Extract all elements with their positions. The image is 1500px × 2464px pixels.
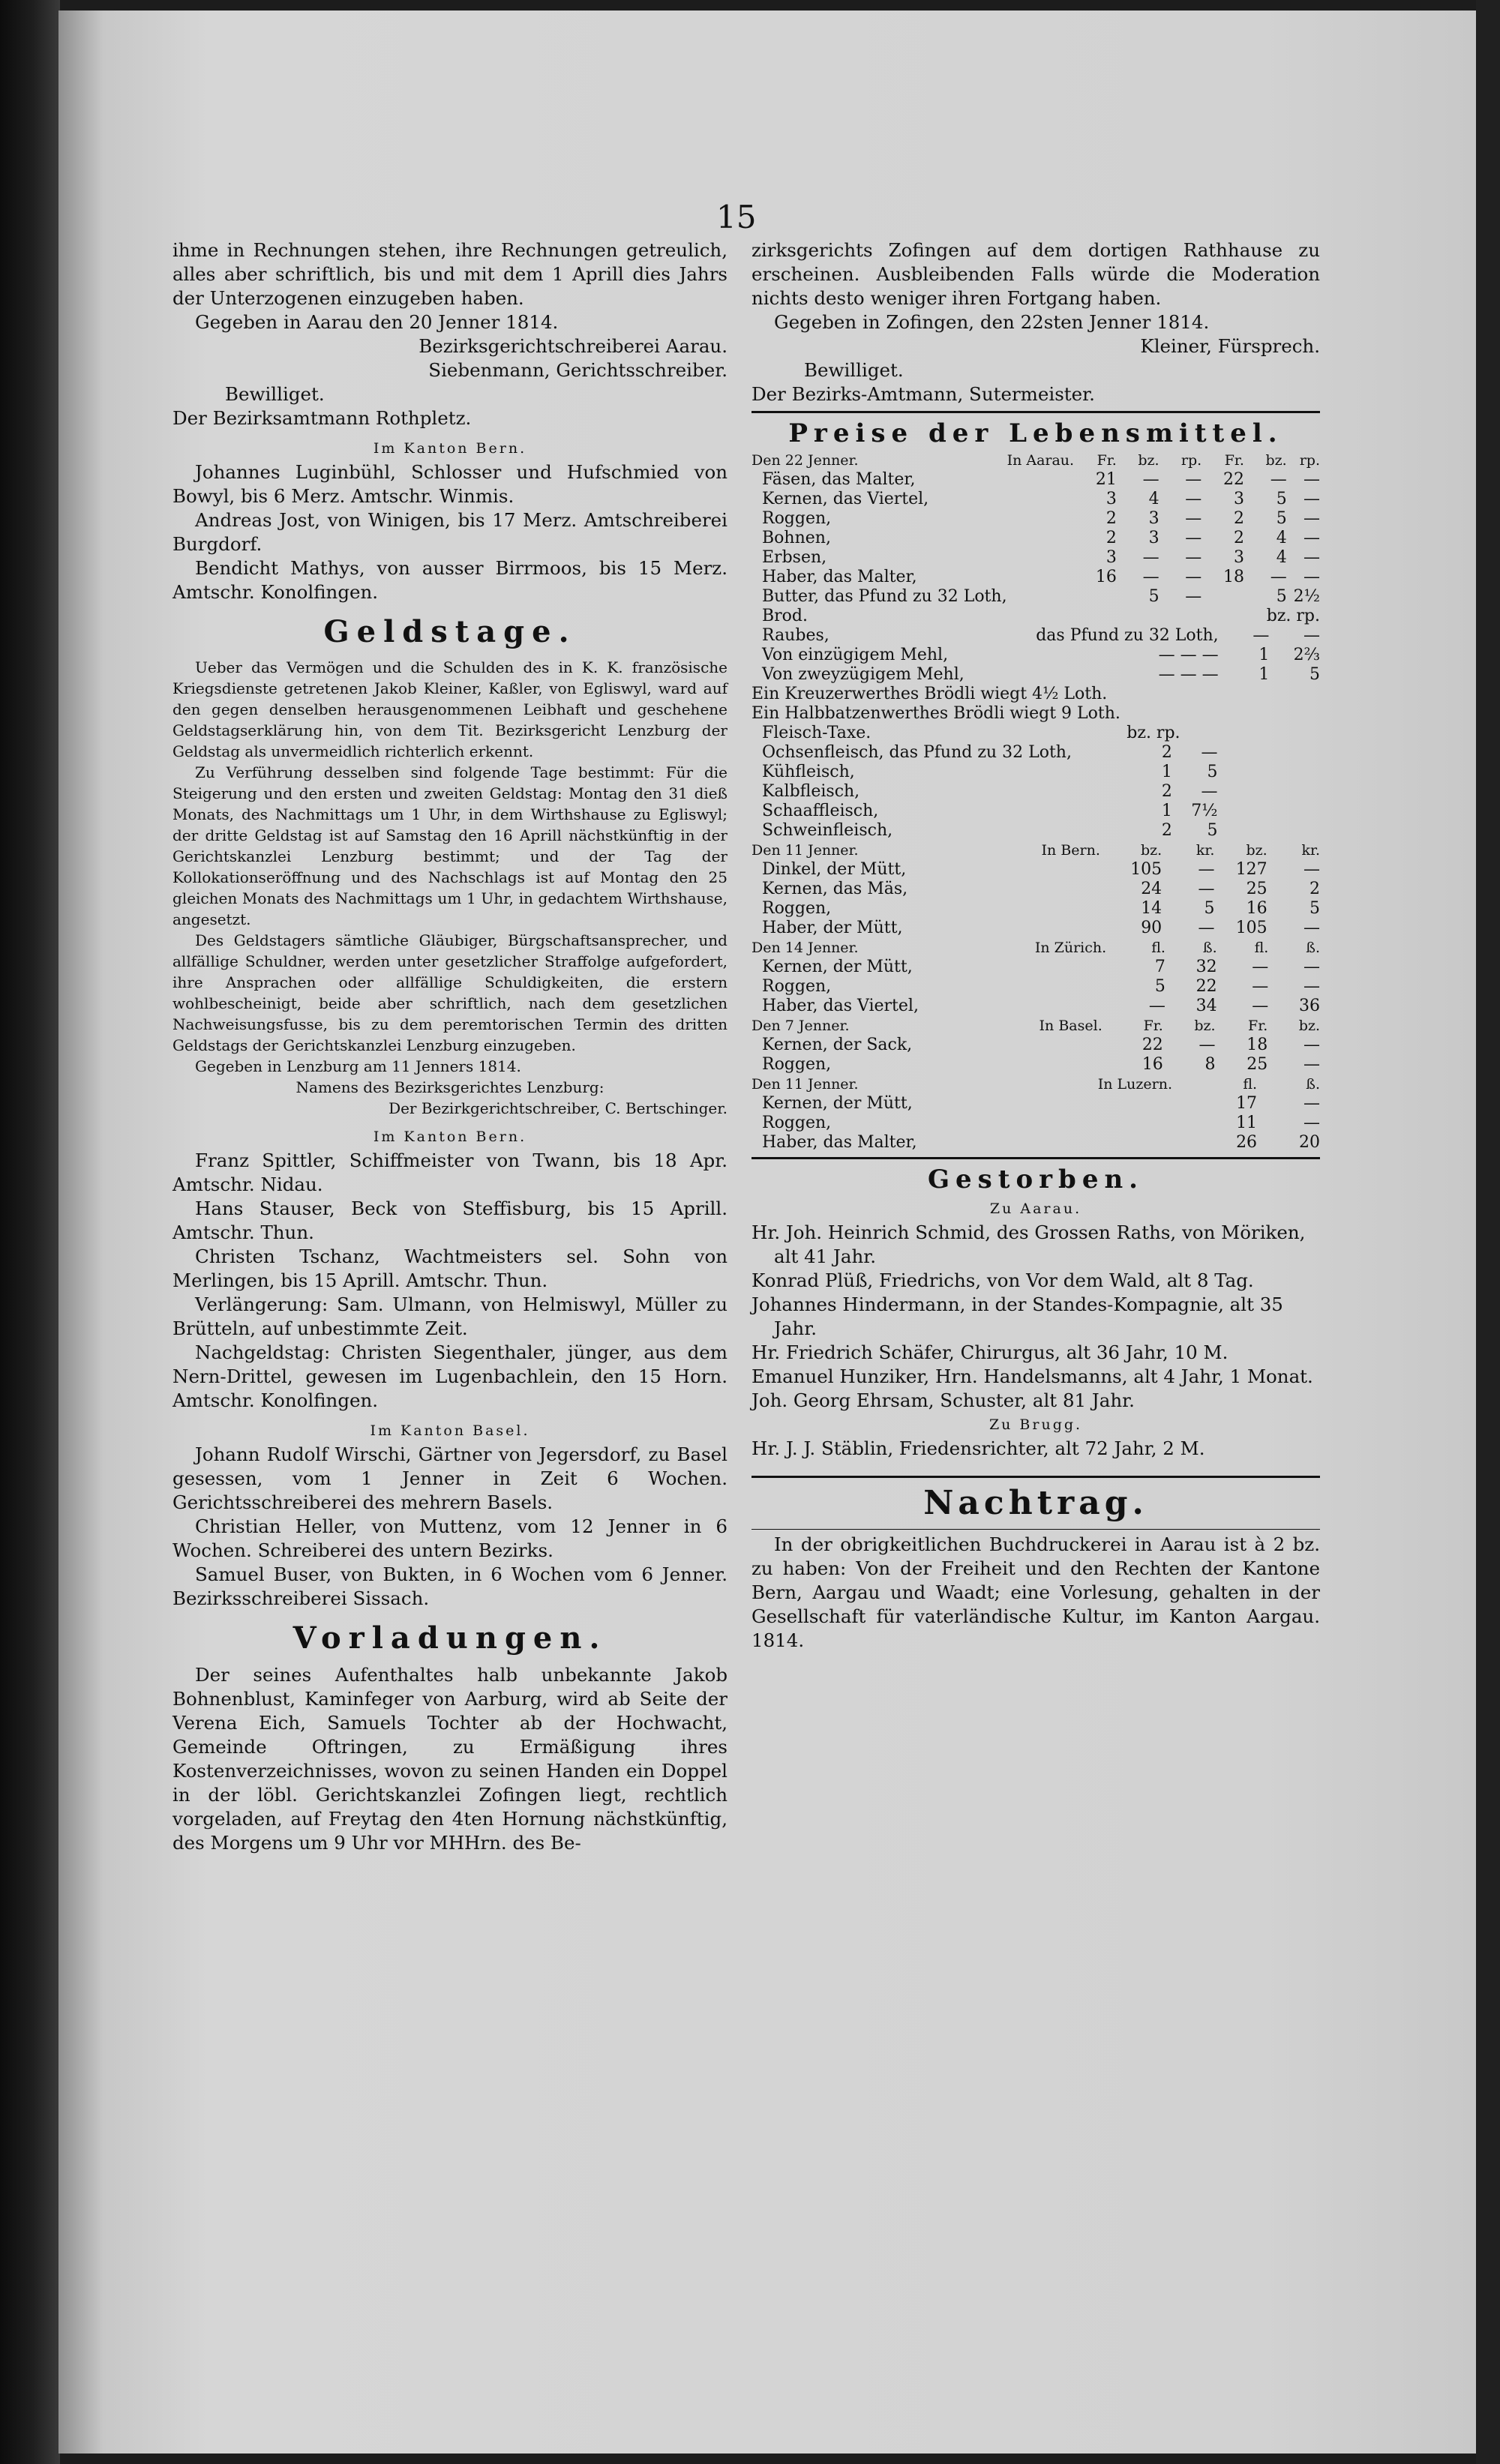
price-value: —	[1198, 860, 1215, 879]
canton-heading: Im Kanton Basel.	[370, 1422, 530, 1439]
dot-leader	[1042, 860, 1109, 880]
price-value: 7	[1154, 958, 1166, 976]
price-value	[1202, 587, 1244, 607]
price-row	[752, 1094, 1320, 1114]
price-value: 2½	[1293, 587, 1320, 606]
price-value: —	[1198, 1036, 1216, 1054]
death-entry: Konrad Plüß, Friedrichs, von Vor dem Wald, alt 8 Tag.	[752, 1269, 1254, 1291]
section-rule	[752, 1529, 1320, 1530]
price-row	[752, 548, 1320, 568]
price-value: 32	[1196, 958, 1217, 976]
price-value: 34	[1196, 997, 1217, 1015]
price-value: 2	[1161, 743, 1172, 762]
col-head: bz.	[1140, 842, 1162, 859]
dot-leader	[1035, 977, 1114, 997]
notice-entry: Christian Heller, von Muttenz, vom 12 Jenner in 6 Wochen. Schreiberei des untern Bezirks.	[172, 1515, 728, 1561]
price-value: 11	[1236, 1114, 1258, 1132]
price-value: 22	[1222, 470, 1244, 489]
price-row	[752, 509, 1320, 529]
price-value: 22	[1196, 977, 1217, 996]
price-value: 1	[1161, 763, 1172, 781]
col-head: ß.	[1306, 1076, 1320, 1093]
price-table-fleisch	[752, 724, 1320, 841]
prices-heading: Preise der Lebensmittel.	[788, 418, 1283, 448]
col-head: Fr.	[1096, 452, 1117, 469]
price-value: 3	[1106, 490, 1117, 508]
price-value: —	[1198, 919, 1215, 937]
given-line: Gegeben in Aarau den 20 Jenner 1814.	[195, 311, 559, 333]
dot-leader	[1007, 470, 1075, 490]
continuation-paragraph: zirksgerichts Zofingen auf dem dortigen Rathhause zu erscheinen. Ausbleibenden Falls würde die Moderation nichts desto weniger ihren Fortgang haben.	[752, 239, 1320, 309]
col-head: bz. rp.	[1266, 607, 1320, 625]
price-row	[752, 1114, 1320, 1133]
price-value: —	[1201, 782, 1218, 801]
dot-leader	[1007, 587, 1075, 607]
price-value: —	[1304, 548, 1320, 567]
price-value: das Pfund zu 32 Loth,	[1036, 626, 1219, 645]
price-value: —	[1304, 509, 1320, 528]
given-line: Gegeben in Zofingen, den 22sten Jenner 1814.	[774, 311, 1210, 333]
price-value: —	[1185, 529, 1202, 547]
price-value: 2	[1233, 529, 1244, 547]
price-value: —	[1142, 568, 1160, 586]
commodity-name: Roggen,	[762, 509, 832, 528]
price-value: —	[1252, 626, 1270, 645]
price-value: 3	[1148, 509, 1160, 528]
death-entry: Hr. J. J. Stäblin, Friedensrichter, alt 72 Jahr, 2 M.	[752, 1437, 1205, 1459]
notice-entry: Bendicht Mathys, von ausser Birrmoos, bis 15 Merz. Amtschr. Konolfingen.	[172, 557, 728, 603]
price-value: —	[1304, 529, 1320, 547]
brod-label: Brod.	[762, 607, 808, 625]
price-value: 1	[1258, 646, 1270, 664]
price-value: 2	[1106, 509, 1117, 528]
approved-line: Bewilliget.	[225, 383, 325, 405]
price-value: 20	[1299, 1133, 1320, 1152]
price-value: 5	[1207, 821, 1218, 840]
price-value: —	[1304, 1094, 1320, 1113]
price-value: 105	[1235, 919, 1268, 937]
price-value: —	[1148, 997, 1166, 1015]
price-value: —	[1304, 919, 1320, 937]
price-value: 16	[1142, 1055, 1163, 1074]
col-head: bz.	[1138, 452, 1160, 469]
price-value: —	[1304, 1055, 1320, 1074]
price-value: —	[1185, 548, 1202, 567]
canton-heading: Im Kanton Bern.	[373, 1129, 527, 1145]
dot-leader	[1007, 529, 1075, 548]
approved-line: Bewilliget.	[804, 359, 904, 381]
price-row	[752, 958, 1320, 977]
price-row	[752, 743, 1320, 763]
price-row	[752, 997, 1320, 1016]
fleisch-label: Fleisch-Taxe.	[762, 724, 872, 742]
page-edge-shadow	[0, 0, 60, 2464]
price-row	[752, 880, 1320, 899]
price-value: —	[1304, 626, 1320, 645]
official-line: Der Bezirksamtmann Rothpletz.	[172, 407, 472, 429]
commodity-name: Kernen, das Mäs,	[762, 880, 908, 898]
price-value: —	[1142, 470, 1160, 489]
dot-leader	[1042, 899, 1109, 919]
price-value: — — —	[1158, 646, 1219, 664]
book-binding	[1476, 0, 1500, 2464]
price-value: 16	[1246, 899, 1268, 918]
price-value: 2	[1233, 509, 1244, 528]
price-value: —	[1201, 743, 1218, 762]
nachtrag-paragraph: In der obrigkeitlichen Buchdruckerei in Aarau ist à 2 bz. zu haben: Von der Freiheit und den Rechten der Kantone Bern, Aargau und Waadt; eine Vorlesung, gehalten in der Gesellschaft für vaterländische Kultur, im Kanton Aargau. 1814.	[752, 1533, 1320, 1651]
market-place: In Bern.	[1041, 842, 1100, 859]
price-table-aarau	[752, 451, 1320, 607]
col-head: fl.	[1254, 940, 1269, 956]
price-value: —	[1142, 548, 1160, 567]
price-value: 25	[1246, 880, 1268, 898]
price-row	[752, 1036, 1320, 1055]
price-value: —	[1185, 490, 1202, 508]
price-row	[752, 568, 1320, 587]
notice-entry: Franz Spittler, Schiffmeister von Twann, bis 18 Apr. Amtschr. Nidau.	[172, 1150, 728, 1195]
notice-entry: Andreas Jost, von Winigen, bis 17 Merz. Amtschreiberei Burgdorf.	[172, 509, 728, 555]
price-value: 3	[1233, 548, 1244, 567]
commodity-name: Roggen,	[762, 977, 832, 996]
death-entry: Johannes Hindermann, in der Standes-Kompagnie, alt 35 Jahr.	[752, 1293, 1283, 1339]
dot-leader	[1007, 568, 1075, 587]
price-value: 36	[1299, 997, 1320, 1015]
col-head: Fr.	[1143, 1018, 1163, 1034]
price-value: —	[1304, 470, 1320, 489]
commodity-name: Kernen, der Mütt,	[762, 1094, 913, 1113]
court-name-line: Namens des Bezirksgerichtes Lenzburg:	[296, 1078, 604, 1096]
death-entry: Hr. Joh. Heinrich Schmid, des Grossen Raths, von Möriken, alt 41 Jahr.	[752, 1222, 1306, 1267]
commodity-name: Ochsenfleisch, das Pfund zu 32 Loth,	[762, 743, 1072, 762]
section-heading-geldstage: Geldstage.	[323, 614, 577, 649]
nachtrag-heading: Nachtrag.	[923, 1484, 1148, 1522]
commodity-name: Kernen, der Sack,	[762, 1036, 913, 1054]
price-value: 1	[1161, 802, 1172, 820]
dot-leader	[1098, 1133, 1194, 1153]
bread-weight-line: Ein Halbbatzenwerthes Brödli wiegt 9 Loth.	[752, 704, 1120, 723]
death-entry: Joh. Georg Ehrsam, Schuster, alt 81 Jahr.	[752, 1389, 1135, 1411]
notice-entry: Johann Rudolf Wirschi, Gärtner von Jegersdorf, zu Basel gesessen, vom 1 Jenner in Zeit 6 Wochen. Gerichtsschreiberei des mehrern Basels.	[172, 1443, 728, 1513]
market-date: Den 11 Jenner.	[752, 1076, 859, 1093]
price-row	[752, 665, 1320, 685]
col-head: kr.	[1301, 842, 1320, 859]
price-value: —	[1304, 860, 1320, 879]
commodity-name: Roggen,	[762, 1055, 832, 1074]
signer-line: Kleiner, Fürsprech.	[1140, 335, 1320, 357]
given-line: Gegeben in Lenzburg am 11 Jenners 1814.	[195, 1057, 521, 1075]
price-value: 7½	[1191, 802, 1218, 820]
col-head: fl.	[1151, 940, 1166, 956]
geldstage-paragraph: Ueber das Vermögen und die Schulden des in K. K. französische Kriegsdienste getretenen Jakob Kleiner, Kaßler, von Egliswyl, ward auf den gegen denselben herausgenommenen Leibhaft und geschehene Geldstagserklärung hin, von dem Tit. Bezirksgericht Lenzburg der Geldstag als unvermeidlich richterlich erkennt.	[172, 658, 728, 760]
market-place: In Basel.	[1039, 1018, 1102, 1034]
price-value: —	[1304, 568, 1320, 586]
price-value: 5	[1207, 763, 1218, 781]
dot-leader	[1040, 1036, 1112, 1055]
price-value: —	[1304, 958, 1320, 976]
price-value: 5	[1276, 509, 1287, 528]
market-date: Den 14 Jenner.	[752, 940, 859, 956]
price-value: 14	[1141, 899, 1162, 918]
price-row	[752, 821, 1320, 841]
price-value: —	[1304, 490, 1320, 508]
price-value: 5	[1276, 587, 1287, 606]
place-subheading: Zu Aarau.	[989, 1201, 1082, 1217]
price-table-basel	[752, 1016, 1320, 1075]
price-value: 5	[1276, 490, 1287, 508]
price-value: 105	[1130, 860, 1162, 879]
price-value: 5	[1310, 899, 1320, 918]
price-value: 90	[1141, 919, 1162, 937]
col-head: bz.	[1265, 452, 1287, 469]
price-value: 18	[1246, 1036, 1268, 1054]
dot-leader	[1042, 880, 1109, 899]
price-table-bern	[752, 841, 1320, 938]
notice-entry: Hans Stauser, Beck von Steffisburg, bis 15 Aprill. Amtschr. Thun.	[172, 1198, 728, 1243]
commodity-name: Roggen,	[762, 899, 832, 918]
price-row	[752, 977, 1320, 997]
col-head: ß.	[1202, 940, 1217, 956]
notice-entry: Nachgeldstag: Christen Siegenthaler, jünger, aus dem Nern-Drittel, gewesen im Lugenbachlein, den 15 Horn. Amtschr. Konolfingen.	[172, 1341, 728, 1411]
notice-entry: Verlängerung: Sam. Ulmann, von Helmiswyl, Müller zu Brütteln, auf unbestimmte Zeit.	[172, 1293, 728, 1339]
right-column	[752, 238, 1320, 1653]
dot-leader	[1098, 1114, 1194, 1133]
price-table-zurich	[752, 938, 1320, 1016]
death-entry: Emanuel Hunziker, Hrn. Handelsmanns, alt 4 Jahr, 1 Monat.	[752, 1365, 1313, 1387]
col-head: bz. rp.	[1126, 724, 1180, 742]
price-value: —	[1252, 977, 1269, 996]
price-value: 127	[1235, 860, 1268, 879]
price-value: 2⅔	[1293, 646, 1320, 664]
commodity-name: Erbsen,	[762, 548, 827, 567]
price-value: —	[1252, 997, 1269, 1015]
price-value: 16	[1095, 568, 1117, 586]
notice-entry: Samuel Buser, von Bukten, in 6 Wochen vom 6 Jenner. Bezirksschreiberei Sissach.	[172, 1563, 728, 1609]
left-column	[172, 238, 728, 1855]
price-table-brod	[752, 607, 1320, 685]
price-row	[752, 529, 1320, 548]
price-value: 5	[1310, 665, 1320, 684]
price-value: 3	[1233, 490, 1244, 508]
price-row	[752, 587, 1320, 607]
col-head: bz.	[1298, 1018, 1320, 1034]
price-value: 1	[1258, 665, 1270, 684]
price-value: — — —	[1158, 665, 1219, 684]
price-row	[752, 646, 1320, 665]
price-value: 22	[1142, 1036, 1163, 1054]
price-value: 4	[1148, 490, 1160, 508]
col-head: rp.	[1299, 452, 1320, 469]
price-value: 25	[1246, 1055, 1268, 1074]
price-row	[752, 860, 1320, 880]
commodity-name: Bohnen,	[762, 529, 831, 547]
commodity-name: Haber, das Viertel,	[762, 997, 919, 1015]
section-rule	[752, 1476, 1320, 1478]
death-entry: Hr. Friedrich Schäfer, Chirurgus, alt 36 Jahr, 10 M.	[752, 1341, 1228, 1363]
price-value: 5	[1204, 899, 1215, 918]
bread-weight-line: Ein Kreuzerwerthes Brödli wiegt 4½ Loth.	[752, 685, 1108, 703]
price-value: 3	[1106, 548, 1117, 567]
commodity-name: Dinkel, der Mütt,	[762, 860, 907, 879]
market-date: Den 11 Jenner.	[752, 842, 859, 859]
col-head: Fr.	[1224, 452, 1244, 469]
price-row	[752, 470, 1320, 490]
price-value: 4	[1276, 548, 1287, 567]
price-row	[752, 490, 1320, 509]
commodity-name: Fäsen, das Malter,	[762, 470, 916, 489]
dot-leader	[1042, 919, 1109, 938]
price-value: —	[1304, 977, 1320, 996]
notice-entry: Johannes Luginbühl, Schlosser und Hufschmied von Bowyl, bis 6 Merz. Amtschr. Winmis.	[172, 461, 728, 507]
geldstage-paragraph: Zu Verführung desselben sind folgende Tage bestimmt: Für die Steigerung und den ersten und zweiten Geldstag: Montag den 31 dieß Monats, des Nachmittags um 1 Uhr, in dem Wirthshause zu Egliswyl; der dritte Geldstag ist auf Samstag den 16 Aprill nächstkünftig in der Gerichtskanzlei Lenzburg bestimmt; und der Tag der Kollokationseröffnung und des Nachschlags ist auf Montag den 25 gleichen Monats des Nachmittags um 1 Uhr, in gedachtem Wirthshause, angesetzt.	[172, 763, 728, 928]
place-subheading: Zu Brugg.	[988, 1416, 1083, 1433]
section-heading-vorladungen: Vorladungen.	[292, 1620, 608, 1656]
price-value: —	[1185, 568, 1202, 586]
price-value: 26	[1236, 1133, 1258, 1152]
commodity-name: Haber, das Malter,	[762, 1133, 917, 1152]
dot-leader	[1007, 490, 1075, 509]
price-table-luzern	[752, 1075, 1320, 1153]
commodity-name: Haber, das Malter,	[762, 568, 917, 586]
price-row	[752, 1133, 1320, 1153]
price-value: 4	[1276, 529, 1287, 547]
dot-leader	[1035, 997, 1114, 1016]
commodity-name: Haber, der Mütt,	[762, 919, 903, 937]
price-value: 8	[1204, 1055, 1216, 1074]
price-value: —	[1185, 470, 1202, 489]
intro-paragraph: ihme in Rechnungen stehen, ihre Rechnungen getreulich, alles aber schriftlich, bis und mit dem 1 Aprill dies Jahrs der Unterzogenen einzugeben haben.	[172, 239, 728, 309]
market-place: In Aarau.	[1006, 452, 1075, 469]
commodity-name: Kernen, der Mütt,	[762, 958, 913, 976]
commodity-name: Von einzügigem Mehl,	[762, 646, 949, 664]
price-value: —	[1304, 1036, 1320, 1054]
price-row	[752, 1055, 1320, 1075]
canton-heading: Im Kanton Bern.	[373, 440, 527, 457]
price-value: 17	[1236, 1094, 1258, 1113]
price-value: 5	[1154, 977, 1166, 996]
commodity-name: Schaaffleisch,	[762, 802, 879, 820]
commodity-name: Kühfleisch,	[762, 763, 855, 781]
price-row	[752, 899, 1320, 919]
office-line: Bezirksgerichtschreiberei Aarau.	[418, 335, 728, 357]
price-value: —	[1252, 958, 1269, 976]
price-value: 5	[1148, 587, 1160, 606]
price-value: —	[1185, 509, 1202, 528]
price-row	[752, 802, 1320, 821]
col-head: bz.	[1194, 1018, 1216, 1034]
commodity-name: Raubes,	[762, 626, 830, 645]
col-head: bz.	[1246, 842, 1268, 859]
price-value: 24	[1141, 880, 1162, 898]
commodity-name: Schweinfleisch,	[762, 821, 893, 840]
col-head: fl.	[1243, 1076, 1258, 1093]
market-date: Den 22 Jenner.	[752, 452, 859, 469]
geldstage-paragraph: Des Geldstagers sämtliche Gläubiger, Bürgschaftsansprecher, und allfällige Schuldner, werden unter gesetzlicher Straffolge aufgefordert, ihre Ansprachen oder allfällige Schuldigkeiten, die erstern wohlbescheinigt, beide aber schriftlich, nach dem gesetzlichen Nachweisungsfusse, bis zu dem peremtorischen Termin des dritten Geldstags der Gerichtskanzlei Lenzburg einzugeben.	[172, 931, 728, 1054]
commodity-name: Butter, das Pfund zu 32 Loth,	[762, 587, 1007, 606]
price-value: —	[1270, 568, 1287, 586]
col-head: rp.	[1180, 452, 1202, 469]
clerk-line: Siebenmann, Gerichtsschreiber.	[428, 359, 728, 381]
price-row	[752, 763, 1320, 782]
price-value: —	[1270, 470, 1287, 489]
price-value: 18	[1222, 568, 1244, 586]
price-value: 3	[1148, 529, 1160, 547]
price-value	[1074, 587, 1117, 607]
col-head: Fr.	[1248, 1018, 1268, 1034]
price-value: 21	[1095, 470, 1117, 489]
clerk-line: Der Bezirkgerichtschreiber, C. Bertschinger.	[388, 1099, 728, 1117]
section-rule	[752, 1157, 1320, 1159]
price-row	[752, 626, 1320, 646]
section-rule	[752, 411, 1320, 413]
commodity-name: Kernen, das Viertel,	[762, 490, 929, 508]
market-place: In Luzern.	[1097, 1076, 1172, 1093]
col-head: kr.	[1196, 842, 1215, 859]
vorladungen-paragraph: Der seines Aufenthaltes halb unbekannte Jakob Bohnenblust, Kaminfeger von Aarburg, wird ab Seite der Verena Eich, Samuels Tochter ab der Hochwacht, Gemeinde Oftringen, zu Ermäßigung ihres Kostenverzeichnisses, wovon zu seinen Handen ein Doppel in der löbl. Gerichtskanzlei Zofingen liegt, rechtlich vorgeladen, auf Freytag den 4ten Hornung nächstkünftig, des Morgens um 9 Uhr vor MHHrn. des Be-	[172, 1664, 728, 1854]
gestorben-heading: Gestorben.	[927, 1165, 1144, 1195]
price-row	[752, 919, 1320, 938]
official-line: Der Bezirks-Amtmann, Sutermeister.	[752, 383, 1095, 405]
market-place: In Zürich.	[1034, 940, 1107, 956]
price-value: —	[1185, 587, 1202, 606]
price-row	[752, 782, 1320, 802]
commodity-name: Von zweyzügigem Mehl,	[762, 665, 964, 684]
dot-leader	[1035, 958, 1114, 977]
dot-leader	[1098, 1094, 1194, 1114]
dot-leader	[1007, 509, 1075, 529]
dot-leader	[1007, 548, 1075, 568]
notice-entry: Christen Tschanz, Wachtmeisters sel. Sohn von Merlingen, bis 15 Aprill. Amtschr. Thun.	[172, 1245, 728, 1291]
price-value: 2	[1161, 782, 1172, 801]
page-number: 15	[716, 199, 757, 235]
price-value: 2	[1106, 529, 1117, 547]
commodity-name: Kalbfleisch,	[762, 782, 860, 801]
commodity-name: Roggen,	[762, 1114, 832, 1132]
col-head: ß.	[1306, 940, 1320, 956]
price-value: —	[1304, 1114, 1320, 1132]
price-value: —	[1198, 880, 1215, 898]
price-value: 2	[1310, 880, 1320, 898]
market-date: Den 7 Jenner.	[752, 1018, 850, 1034]
dot-leader	[1040, 1055, 1112, 1075]
price-value: 2	[1161, 821, 1172, 840]
